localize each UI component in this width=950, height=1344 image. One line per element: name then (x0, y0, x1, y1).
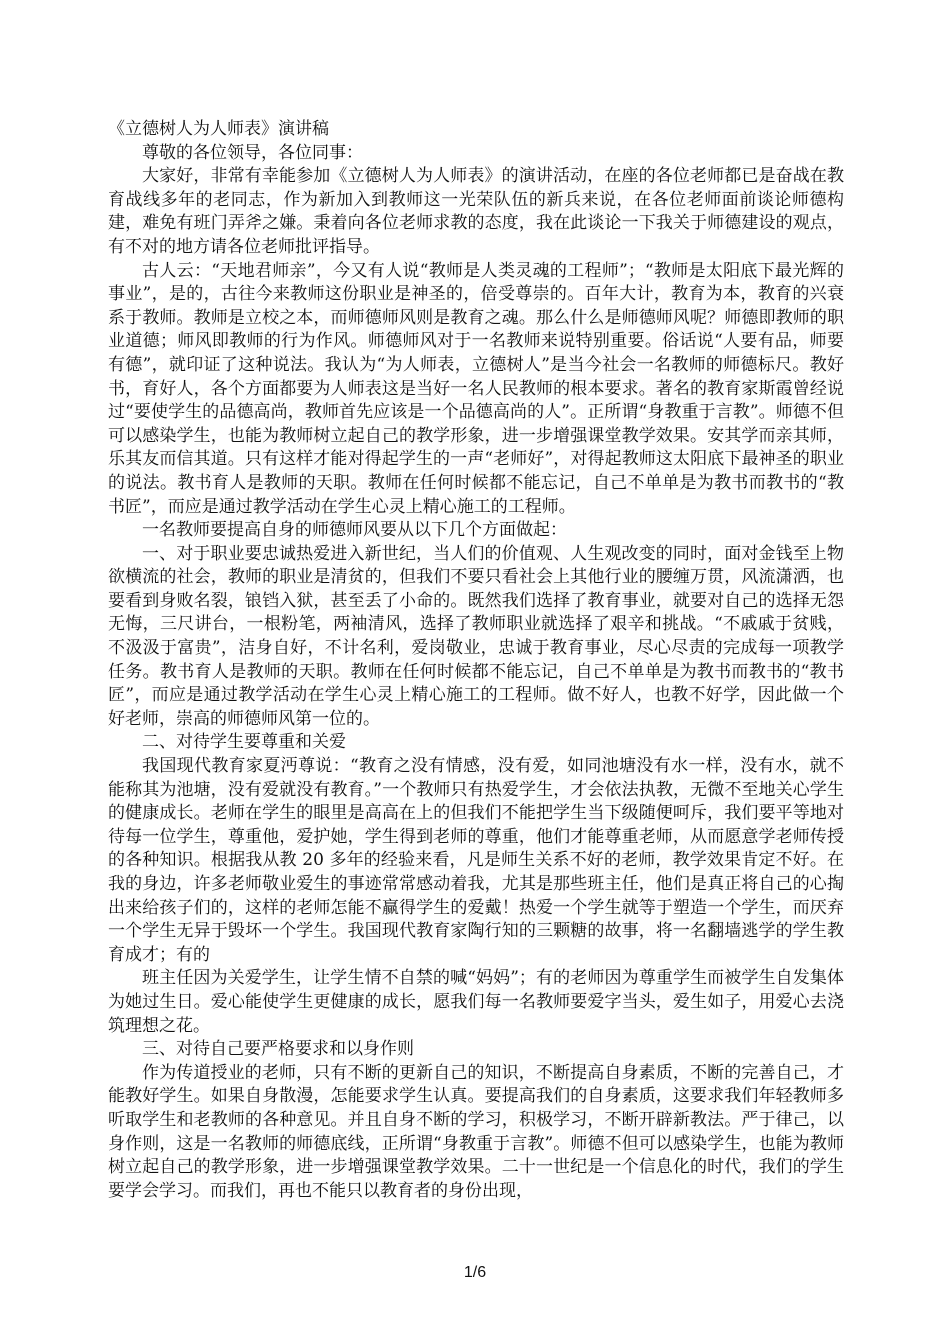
section-heading-two: 二、对待学生要尊重和关爱 (142, 732, 346, 753)
section-heading-three: 三、对待自己要严格要求和以身作则 (142, 1039, 414, 1060)
document-title: 《立德树人为人师表》演讲稿 (108, 119, 329, 139)
paragraph-intro: 大家好，非常有幸能参加《立德树人为人师表》的演讲活动，在座的各位老师都已是奋战在教育战线多年的老同志，作为新加入到教师这一光荣队伍的新兵来说，在各位老师面前谈论师德构建，难免有班门弄斧之嫌。秉着向各位老师求教的态度，我在此谈论一下我关于师德建设的观点，有不对的地方请各位老师批评指导。 (108, 166, 844, 257)
document-body (108, 118, 844, 1203)
salutation: 尊敬的各位领导，各位同事： (142, 142, 363, 163)
page-number: 1/6 (463, 1264, 487, 1281)
paragraph-section-three: 作为传道授业的老师，只有不断的更新自己的知识，不断提高自身素质，不断的完善自己，才能教好学生。如果自身散漫，怎能要求学生认真。要提高我们的自身素质，这要求我们年轻教师多听取学生和老教师的各种意见。并且自身不断的学习，积极学习，不断开辟新教法。严于律己，以身作则，这是一名教师的师德底线，正所谓“身教重于言教”。师德不但可以感染学生，也能为教师树立起自己的教学形象，进一步增强课堂教学效果。二十一世纪是一个信息化的时代，我们的学生要学会学习。而我们，再也不能只以教育者的身份出现， (108, 1062, 844, 1201)
paragraph-aspects-intro: 一名教师要提高自身的师德师风要从以下几个方面做起： (142, 520, 567, 541)
paragraph-section-one: 一、对于职业要忠诚热爱进入新世纪，当人们的价值观、人生观改变的同时，面对金钱至上物欲横流的社会，教师的职业是清贫的，但我们不要只看社会上其他行业的腰缠万贯，风流潇洒，也要看到身败名裂，锒铛入狱，甚至丢了小命的。既然我们选择了教育事业，就要对自己的选择无怨无悔，三尺讲台，一根粉笔，两袖清风，选择了教师职业就选择了艰辛和挑战。“不戚戚于贫贱，不汲汲于富贵”，洁身自好，不计名利，爱岗敬业，忠诚于教育事业，尽心尽责的完成每一项教学任务。教书育人是教师的天职。教师在任何时候都不能忘记，自己不单单是为教书而教书的“教书匠”，而应是通过教学活动在学生心灵上精心施工的工程师。做不好人，也教不好学，因此做一个好老师，崇高的师德师风第一位的。 (108, 543, 844, 729)
paragraph-section-two: 我国现代教育家夏沔尊说：“教育之没有情感，没有爱，如同池塘没有水一样，没有水，就不能称其为池塘，没有爱就没有教育。”一个教师只有热爱学生，才会依法执教，无微不至地关心学生的健康成长。老师在学生的眼里是高高在上的但我们不能把学生当下级随便呵斥，我们要平等地对待每一位学生，尊重他，爱护她，学生得到老师的尊重，他们才能尊重老师，从而愿意学老师传授的各种知识。根据我从教 20 多年的经验来看，凡是师生关系不好的老师，教学效果肯定不好。在我的身边，许多老师敬业爱生的事迹常常感动着我，尤其是那些班主任，他们是真正将自己的心掏出来给孩子们的，这样的老师怎能不赢得学生的爱戴！热爱一个学生就等于塑造一个学生，而厌弃一个学生无异于毁坏一个学生。我国现代教育家陶行知的三颗糖的故事，将一名翻墙逃学的学生教育成才；有的 (108, 756, 844, 965)
paragraph-section-two-cont: 班主任因为关爱学生，让学生情不自禁的喊“妈妈”；有的老师因为尊重学生而被学生自发集体为她过生日。爱心能使学生更健康的成长，愿我们每一名教师要爱字当头，爱生如子，用爱心去浇筑理想之花。 (108, 968, 844, 1036)
paragraph-ancient-saying: 古人云：“天地君师亲”，今又有人说“教师是人类灵魂的工程师”；“教师是太阳底下最光辉的事业”，是的，古往今来教师这份职业是神圣的，倍受尊崇的。百年大计，教育为本，教育的兴衰系于教师。教师是立校之本，而师德师风则是教育之魂。那么什么是师德师风呢？师德即教师的职业道德；师风即教师的行为作风。师德师风对于一名教师来说特别重要。俗话说“人要有品，师要有德”，就印证了这种说法。我认为“为人师表，立德树人”是当今社会一名教师的师德标尺。教好书，育好人，各个方面都要为人师表这是当好一名人民教师的根本要求。著名的教育家斯霞曾经说过“要使学生的品德高尚，教师首先应该是一个品德高尚的人”。正所谓“身教重于言教”。师德不但可以感染学生，也能为教师树立起自己的教学形象，进一步增强课堂教学效果。安其学而亲其师，乐其友而信其道。只有这样才能对得起学生的一声“老师好”，对得起教师这太阳底下最神圣的职业的说法。教书育人是教师的天职。教师在任何时候都不能忘记，自己不单单是为教书而教书的“教书匠”，而应是通过教学活动在学生心灵上精心施工的工程师。 (108, 260, 844, 517)
